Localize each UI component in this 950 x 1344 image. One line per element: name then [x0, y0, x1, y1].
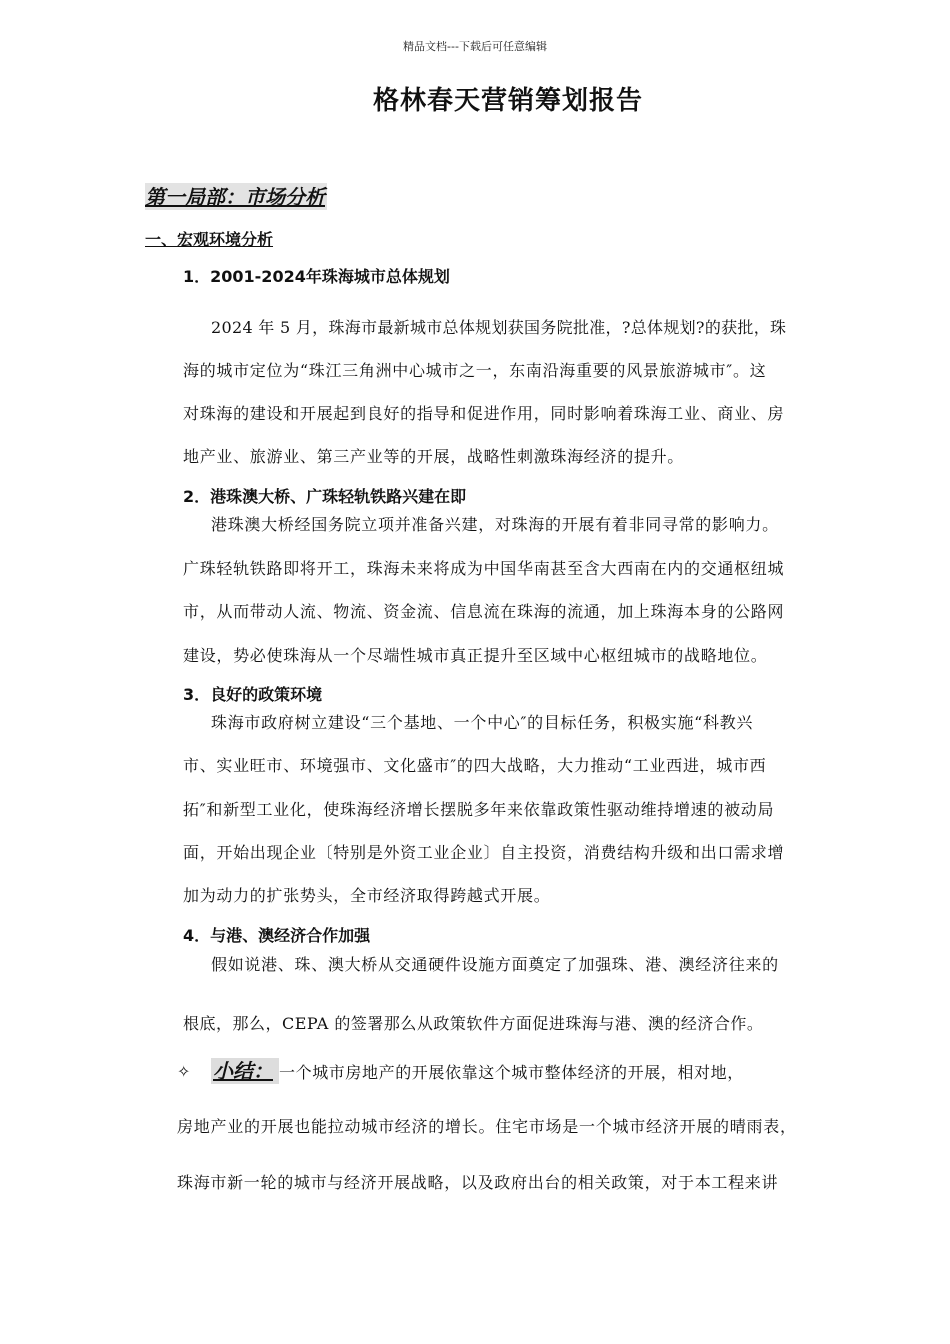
header-note: 精品文档---下载后可任意编辑 — [403, 40, 547, 53]
summary-label: 小结： — [211, 1058, 279, 1084]
diamond-outline-icon: ✧ — [177, 1062, 191, 1081]
part-heading: 第一局部：市场分析 — [145, 185, 325, 209]
subsection-heading: 2．港珠澳大桥、广珠轻轨铁路兴建在即 — [183, 487, 467, 506]
summary-line: 珠海市新一轮的城市与经济开展战略，以及政府出台的相关政策，对于本工程来讲 — [177, 1173, 779, 1192]
paragraph-line: 根底，那么，CEPA 的签署那么从政策软件方面促进珠海与港、澳的经济合作。 — [183, 1014, 764, 1033]
paragraph-line: 海的城市定位为“珠江三角洲中心城市之一，东南沿海重要的风景旅游城市″。这 — [183, 361, 767, 380]
paragraph-line: 市、实业旺市、环境强市、文化盛市″的四大战略，大力推动“工业西进，城市西 — [183, 756, 767, 775]
paragraph-line: 广珠轻轨铁路即将开工，珠海未来将成为中国华南甚至含大西南在内的交通枢纽城 — [183, 559, 785, 578]
paragraph-line: 对珠海的建设和开展起到良好的指导和促进作用，同时影响着珠海工业、商业、房 — [183, 404, 785, 423]
paragraph-line: 珠海市政府树立建设“三个基地、一个中心″的目标任务，积极实施“科教兴 — [211, 713, 754, 732]
paragraph-line: 假如说港、珠、澳大桥从交通硬件设施方面奠定了加强珠、港、澳经济往来的 — [211, 955, 779, 974]
paragraph-line: 地产业、旅游业、第三产业等的开展，战略性刺激珠海经济的提升。 — [183, 447, 685, 466]
paragraph-line: 市，从而带动人流、物流、资金流、信息流在珠海的流通，加上珠海本身的公路网 — [183, 602, 785, 621]
summary-line: 一个城市房地产的开展依靠这个城市整体经济的开展，相对地， — [279, 1063, 744, 1082]
paragraph-line: 建设，势必使珠海从一个尽端性城市真正提升至区域中心枢纽城市的战略地位。 — [183, 646, 768, 665]
subsection-heading: 1．2001-2024年珠海城市总体规划 — [183, 267, 450, 286]
summary-line: 房地产业的开展也能拉动城市经济的增长。住宅市场是一个城市经济开展的晴雨表， — [177, 1117, 797, 1136]
paragraph-line: 加为动力的扩张势头，全市经济取得跨越式开展。 — [183, 886, 551, 905]
paragraph-line: 拓″和新型工业化，使珠海经济增长摆脱多年来依靠政策性驱动维持增速的被动局 — [183, 800, 775, 819]
document-title: 格林春天营销筹划报告 — [372, 86, 643, 116]
subsection-heading: 4．与港、澳经济合作加强 — [183, 926, 371, 945]
section-heading: 一、宏观环境分析 — [145, 230, 274, 249]
subsection-heading: 3．良好的政策环境 — [183, 685, 323, 704]
paragraph-line: 2024 年 5 月，珠海市最新城市总体规划获国务院批准，?总体规划?的获批，珠 — [211, 318, 787, 337]
paragraph-line: 面，开始出现企业〔特别是外资工业企业〕自主投资，消费结构升级和出口需求增 — [183, 843, 785, 862]
paragraph-line: 港珠澳大桥经国务院立项并准备兴建，对珠海的开展有着非同寻常的影响力。 — [211, 515, 779, 534]
